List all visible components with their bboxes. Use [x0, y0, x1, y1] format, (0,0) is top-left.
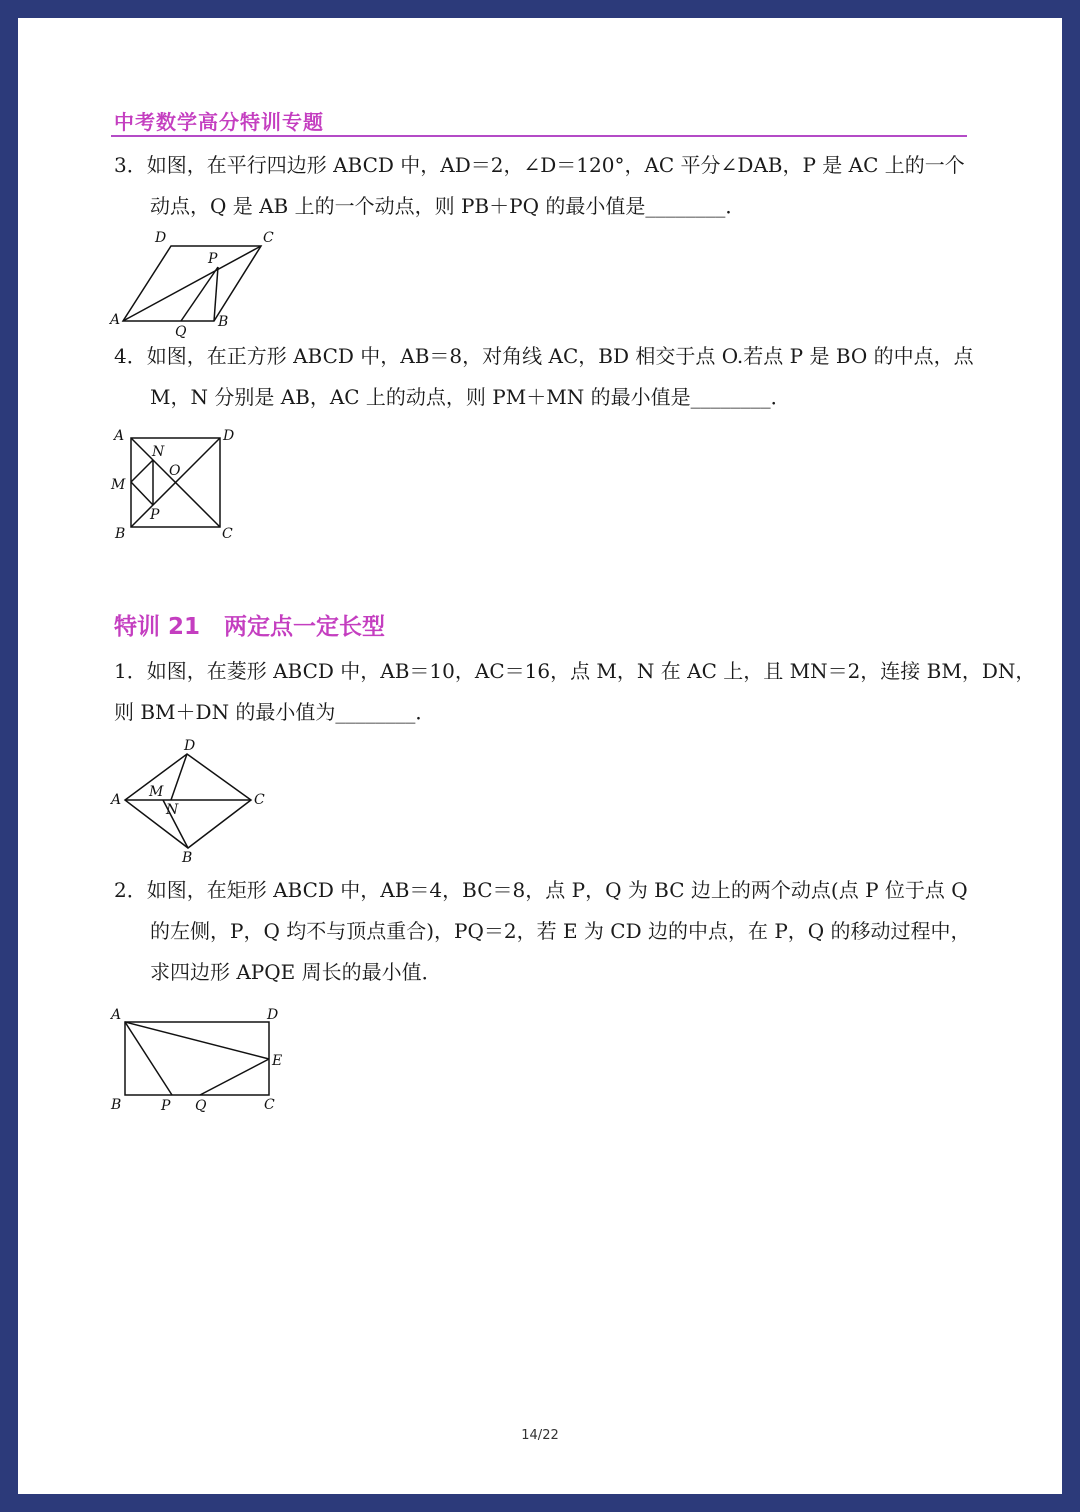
label-d: D — [184, 738, 196, 754]
square-figure — [108, 426, 248, 546]
label-n: N — [152, 444, 165, 460]
section-problem-1-line-1: 1．如图，在菱形 ABCD 中，AB＝10，AC＝16，点 M，N 在 AC 上，且 MN＝2，连接 BM，DN， — [114, 659, 1036, 683]
label-d: D — [223, 428, 235, 444]
problem-4-line-1: 4．如图，在正方形 ABCD 中，AB＝8，对角线 AC，BD 相交于点 O.若点 P 是 BO 的中点，点 — [114, 344, 974, 368]
label-b: B — [111, 1097, 122, 1113]
label-a: A — [114, 428, 125, 444]
label-p: P — [161, 1098, 171, 1114]
document-page — [18, 18, 1062, 1494]
label-d: D — [267, 1007, 279, 1023]
section-problem-2-line-2: 的左侧，P，Q 均不与顶点重合)，PQ＝2，若 E 为 CD 边的中点，在 P，Q 的移动过程中， — [150, 919, 971, 943]
segment-mn — [131, 460, 153, 482]
diagonal-ac — [123, 246, 261, 321]
segment-ae — [125, 1022, 269, 1059]
label-d: D — [155, 230, 167, 246]
label-q: Q — [195, 1098, 207, 1114]
label-m: M — [149, 784, 164, 800]
problem-4-line-2: M，N 分别是 AB，AC 上的动点，则 PM＋MN 的最小值是________． — [150, 385, 791, 409]
page-number: 14/22 — [521, 1428, 559, 1443]
segment-pb — [214, 267, 218, 321]
label-a: A — [111, 792, 122, 808]
label-e: E — [272, 1053, 283, 1069]
label-o: O — [169, 463, 181, 479]
rectangle-outline — [125, 1022, 269, 1095]
label-b: B — [218, 314, 229, 330]
label-c: C — [222, 526, 233, 542]
label-a: A — [110, 312, 121, 328]
label-p: P — [150, 507, 160, 523]
series-title: 中考数学高分特训专题 — [114, 110, 324, 134]
label-c: C — [263, 230, 274, 246]
rectangle-figure — [108, 1003, 308, 1118]
section-problem-1-line-2: 则 BM＋DN 的最小值为________． — [114, 700, 436, 724]
section-problem-2-line-3: 求四边形 APQE 周长的最小值． — [150, 960, 442, 984]
segment-dm — [171, 754, 187, 800]
segment-mp — [131, 482, 153, 505]
label-c: C — [254, 792, 265, 808]
label-a: A — [111, 1007, 122, 1023]
rhombus-figure — [108, 738, 308, 868]
section-heading — [114, 608, 385, 641]
parallelogram-figure — [108, 226, 308, 346]
label-p: P — [208, 251, 218, 267]
label-c: C — [264, 1097, 275, 1113]
segment-pq — [181, 267, 218, 321]
label-m: M — [111, 477, 126, 493]
section-problem-2-line-1: 2．如图，在矩形 ABCD 中，AB＝4，BC＝8，点 P，Q 为 BC 边上的两个动点(点 P 位于点 Q — [114, 878, 968, 902]
label-b: B — [115, 526, 126, 542]
section-title: 两定点一定长型 — [224, 614, 386, 640]
segment-qe — [200, 1059, 269, 1095]
label-b: B — [182, 850, 193, 866]
problem-3-line-2: 动点，Q 是 AB 上的一个动点，则 PB＋PQ 的最小值是________． — [150, 194, 746, 218]
problem-3-line-1: 3．如图，在平行四边形 ABCD 中，AD＝2，∠D＝120°，AC 平分∠DAB，P 是 AC 上的一个 — [114, 153, 965, 177]
header-divider — [111, 135, 967, 137]
label-n: N — [166, 802, 179, 818]
label-q: Q — [175, 324, 187, 340]
rhombus-outline — [125, 754, 251, 848]
section-number: 特训 21 — [114, 614, 201, 640]
